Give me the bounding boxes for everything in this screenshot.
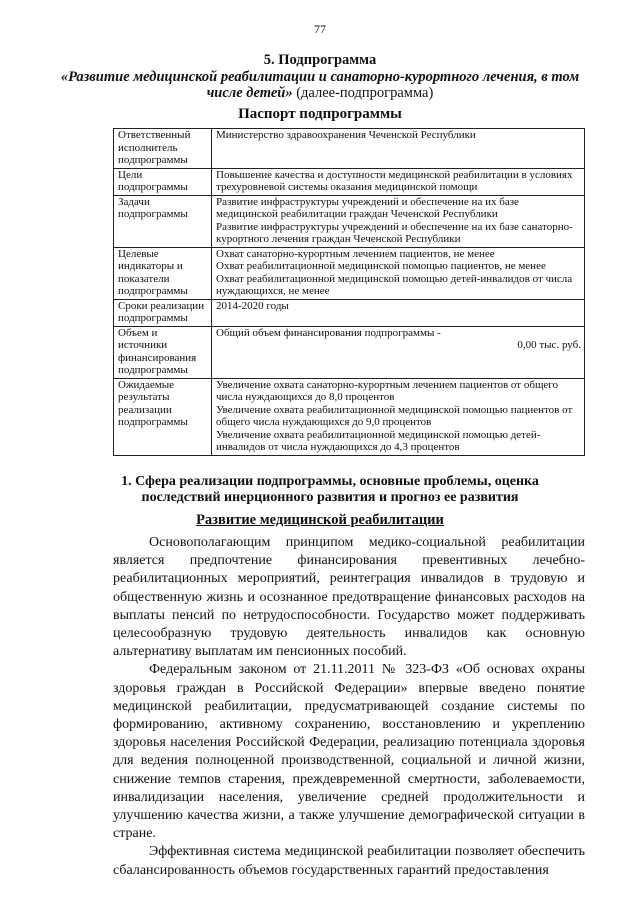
paragraph: Основополагающим принципом медико-социальной реабилитации является предпочтение финансирования превентивных лечебно-реабилитационных мероприятий, реинтеграция инвалидов в трудовую и общественную жизнь и осознанное предотвращение финансовых расходов на выплаты пенсий по нетрудоспособности. Государство может поддерживать целесообразную трудовую деятельность инвалидов как основную альтернативу выплатам им пенсионных пособий. [113, 535, 585, 660]
page-number: 77 [314, 22, 326, 36]
funding-amount: 0,00 тыс. руб. [517, 339, 581, 351]
table-row [114, 195, 585, 247]
results-value-2: Увеличение охвата реабилитационной медицинской помощью пациентов от общего числа нуждающихся до 9,0 процентов [216, 403, 573, 428]
goals-label: Цели подпрограммы [114, 168, 212, 195]
tasks-label: Задачи подпрограммы [114, 195, 212, 247]
terms-value: 2014-2020 годы [212, 299, 585, 326]
table-row [114, 129, 585, 169]
subsection-title: Развитие медицинской реабилитации [196, 512, 444, 528]
results-value-3: Увеличение охвата реабилитационной медицинской помощью детей-инвалидов от числа нуждающихся до 4,3 процентов [216, 428, 541, 453]
table-row [114, 299, 585, 326]
program-title [60, 69, 580, 101]
program-title-bold: «Развитие медицинской реабилитации и санаторно-курортного лечения, в том числе детей» [60, 69, 580, 101]
paragraph: Эффективная система медицинской реабилитации позволяет обеспечить сбалансированность объемов государственных гарантий предоставления [113, 844, 585, 878]
table-row [114, 168, 585, 195]
passport-table [113, 128, 585, 456]
passport-heading: Паспорт подпрограммы [238, 106, 402, 122]
tasks-value-2: Развитие инфраструктуры учреждений и обеспечение на их базе санаторно-курортного лечения граждан Чеченской Республики [216, 220, 573, 245]
table-row [114, 378, 585, 455]
indicators-cell [212, 247, 585, 299]
indicators-label: Целевые индикаторы и показатели подпрограммы [114, 247, 212, 299]
paragraph: Федеральным законом от 21.11.2011 № 323-ФЗ «Об основах охраны здоровья граждан в Российской Федерации» впервые введено понятие медицинской реабилитации, предусматривающей создание системы по формированию, активному сохранению, восстановлению и укреплению здоровья населения Российской Федерации, реализацию потенциала здоровья для ведения полноценной производственной, социальной и личной жизни, снижение темпов старения, преждевременной смертности, заболеваемости, инвалидизации населения, увеличение средней продолжительности и улучшению качества жизни, а также улучшение демографической ситуации в стране. [113, 662, 585, 842]
tasks-cell [212, 195, 585, 247]
section-title: 1. Сфера реализации подпрограммы, основные проблемы, оценка последствий инерционного развития и прогноз ее развития [121, 474, 539, 505]
results-value-1: Увеличение охвата санаторно-курортным лечением пациентов от общего числа нуждающихся до 8,0 процентов [216, 378, 559, 403]
funding-value: Общий объем финансирования подпрограммы - [216, 326, 441, 339]
section-heading: 5. Подпрограмма [263, 52, 377, 68]
indicators-value-1: Охват санаторно-курортным лечением пациентов, не менее [216, 247, 495, 260]
funding-cell [212, 326, 585, 378]
executor-label: Ответственный исполнитель подпрограммы [114, 129, 212, 169]
executor-value: Министерство здравоохранения Чеченской Республики [212, 129, 585, 169]
terms-label: Сроки реализации подпрограммы [114, 299, 212, 326]
indicators-value-3: Охват реабилитационной медицинской помощью детей-инвалидов от числа нуждающихся, не менее [216, 272, 573, 297]
results-label: Ожидаемые результаты реализации подпрограммы [114, 378, 212, 455]
goals-value: Повышение качества и доступности медицинской реабилитации в условиях трехуровневой системы оказания медицинской помощи [212, 168, 585, 195]
body-text [113, 534, 585, 880]
results-cell [212, 378, 585, 455]
funding-label: Объем и источники финансирования подпрограммы [114, 326, 212, 378]
table-row [114, 247, 585, 299]
program-title-rest: (далее-подпрограмма) [292, 85, 434, 101]
table-row [114, 326, 585, 378]
document-header [60, 52, 580, 123]
indicators-value-2: Охват реабилитационной медицинской помощью пациентов, не менее [216, 260, 546, 272]
tasks-value-1: Развитие инфраструктуры учреждений и обеспечение на их базе медицинской реабилитации граждан Чеченской Республики [216, 195, 519, 220]
